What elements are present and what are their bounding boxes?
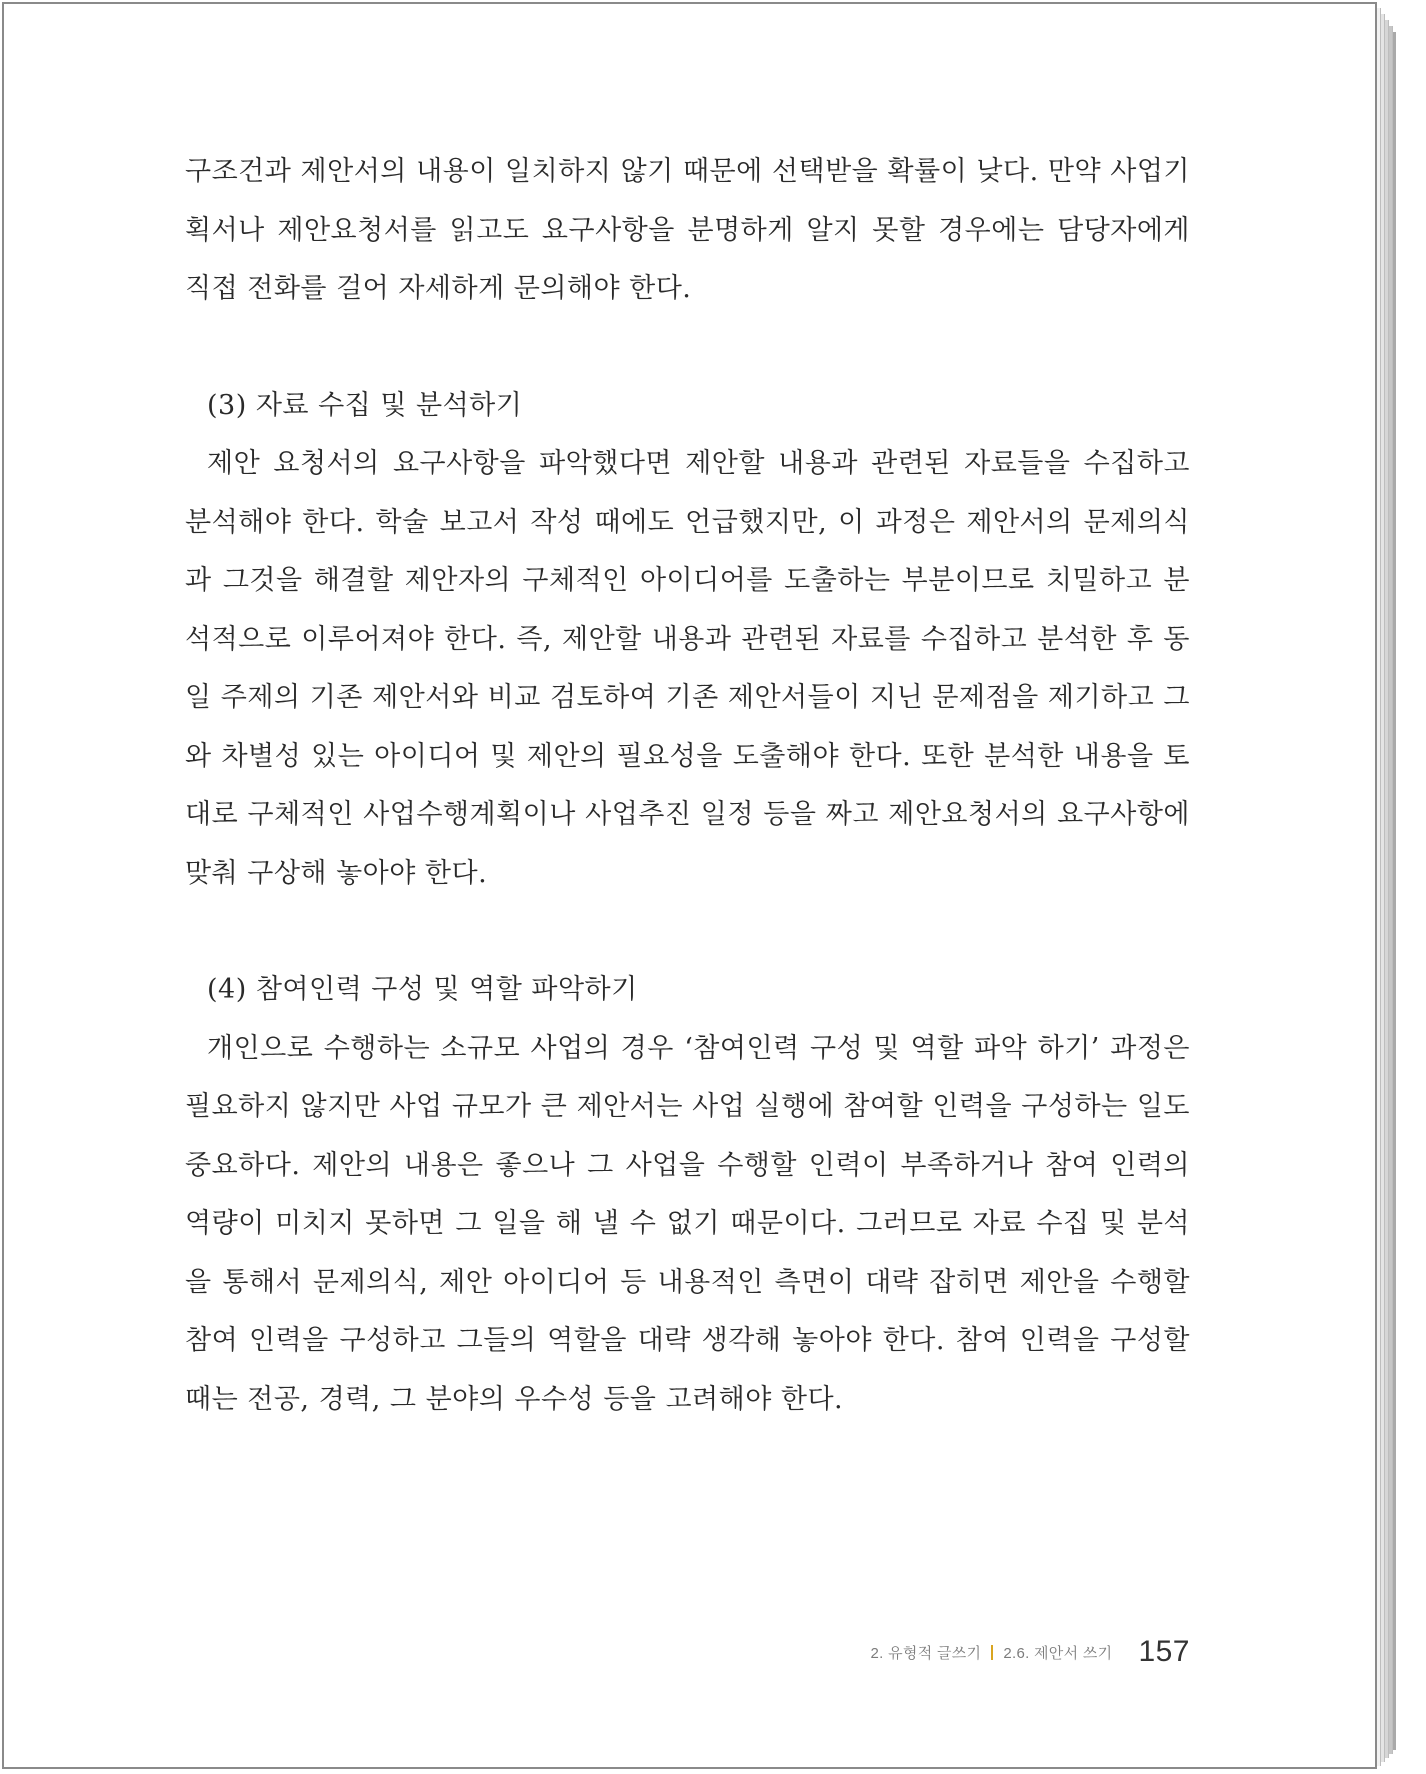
page-number: 157 bbox=[1138, 1635, 1190, 1668]
page-footer bbox=[871, 1630, 1190, 1674]
paragraph: 제안 요청서의 요구사항을 파악했다면 제안할 내용과 관련된 자료들을 수집하고 분석해야 한다. 학술 보고서 작성 때에도 언급했지만, 이 과정은 제안서의 문제의식과 그것을 해결할 제안자의 구체적인 아이디어를 도출하는 부분이므로 치밀하고 분석적으로 이루어져야 한다. 즉, 제안할 내용과 관련된 자료를 수집하고 분석한 후 동일 주제의 기존 제안서와 비교 검토하여 기존 제안서들이 지닌 문제점을 제기하고 그와 차별성 있는 아이디어 및 제안의 필요성을 도출해야 한다. 또한 분석한 내용을 토대로 구체적인 사업수행계획이나 사업추진 일정 등을 짜고 제안요청서의 요구사항에 맞춰 구상해 놓아야 한다. bbox=[185, 448, 1190, 889]
section-gap bbox=[185, 319, 1190, 377]
page-body bbox=[185, 143, 1190, 1429]
footer-chapter: 2. 유형적 글쓰기 bbox=[870, 1644, 982, 1662]
page-edge bbox=[1393, 32, 1396, 1750]
paragraph: 구조건과 제안서의 내용이 일치하지 않기 때문에 선택받을 확률이 낮다. 만약 사업기획서나 제안요청서를 읽고도 요구사항을 분명하게 알지 못할 경우에는 담당자에게 직접 전화를 걸어 자세하게 문의해야 한다. bbox=[185, 156, 1190, 304]
footer-section: 2.6. 제안서 쓰기 bbox=[1003, 1644, 1113, 1662]
section-gap bbox=[185, 903, 1190, 961]
section-heading: (3) 자료 수집 및 분석하기 bbox=[207, 389, 523, 421]
section-heading: (4) 참여인력 구성 및 역할 파악하기 bbox=[207, 974, 638, 1005]
footer-separator bbox=[991, 1645, 993, 1660]
paragraph: 개인으로 수행하는 소규모 사업의 경우 ‘참여인력 구성 및 역할 파악 하기’ 과정은 필요하지 않지만 사업 규모가 큰 제안서는 사업 실행에 참여할 인력을 구성하는 일도 중요하다. 제안의 내용은 좋으나 그 사업을 수행할 인력이 부족하거나 참여 인력의 역량이 미치지 못하면 그 일을 해 낼 수 없기 때문이다. 그러므로 자료 수집 및 분석을 통해서 문제의식, 제안 아이디어 등 내용적인 측면이 대략 잡히면 제안을 수행할 참여 인력을 구성하고 그들의 역할을 대략 생각해 놓아야 한다. 참여 인력을 구성할 때는 전공, 경력, 그 분야의 우수성 등을 고려해야 한다. bbox=[185, 1032, 1190, 1415]
